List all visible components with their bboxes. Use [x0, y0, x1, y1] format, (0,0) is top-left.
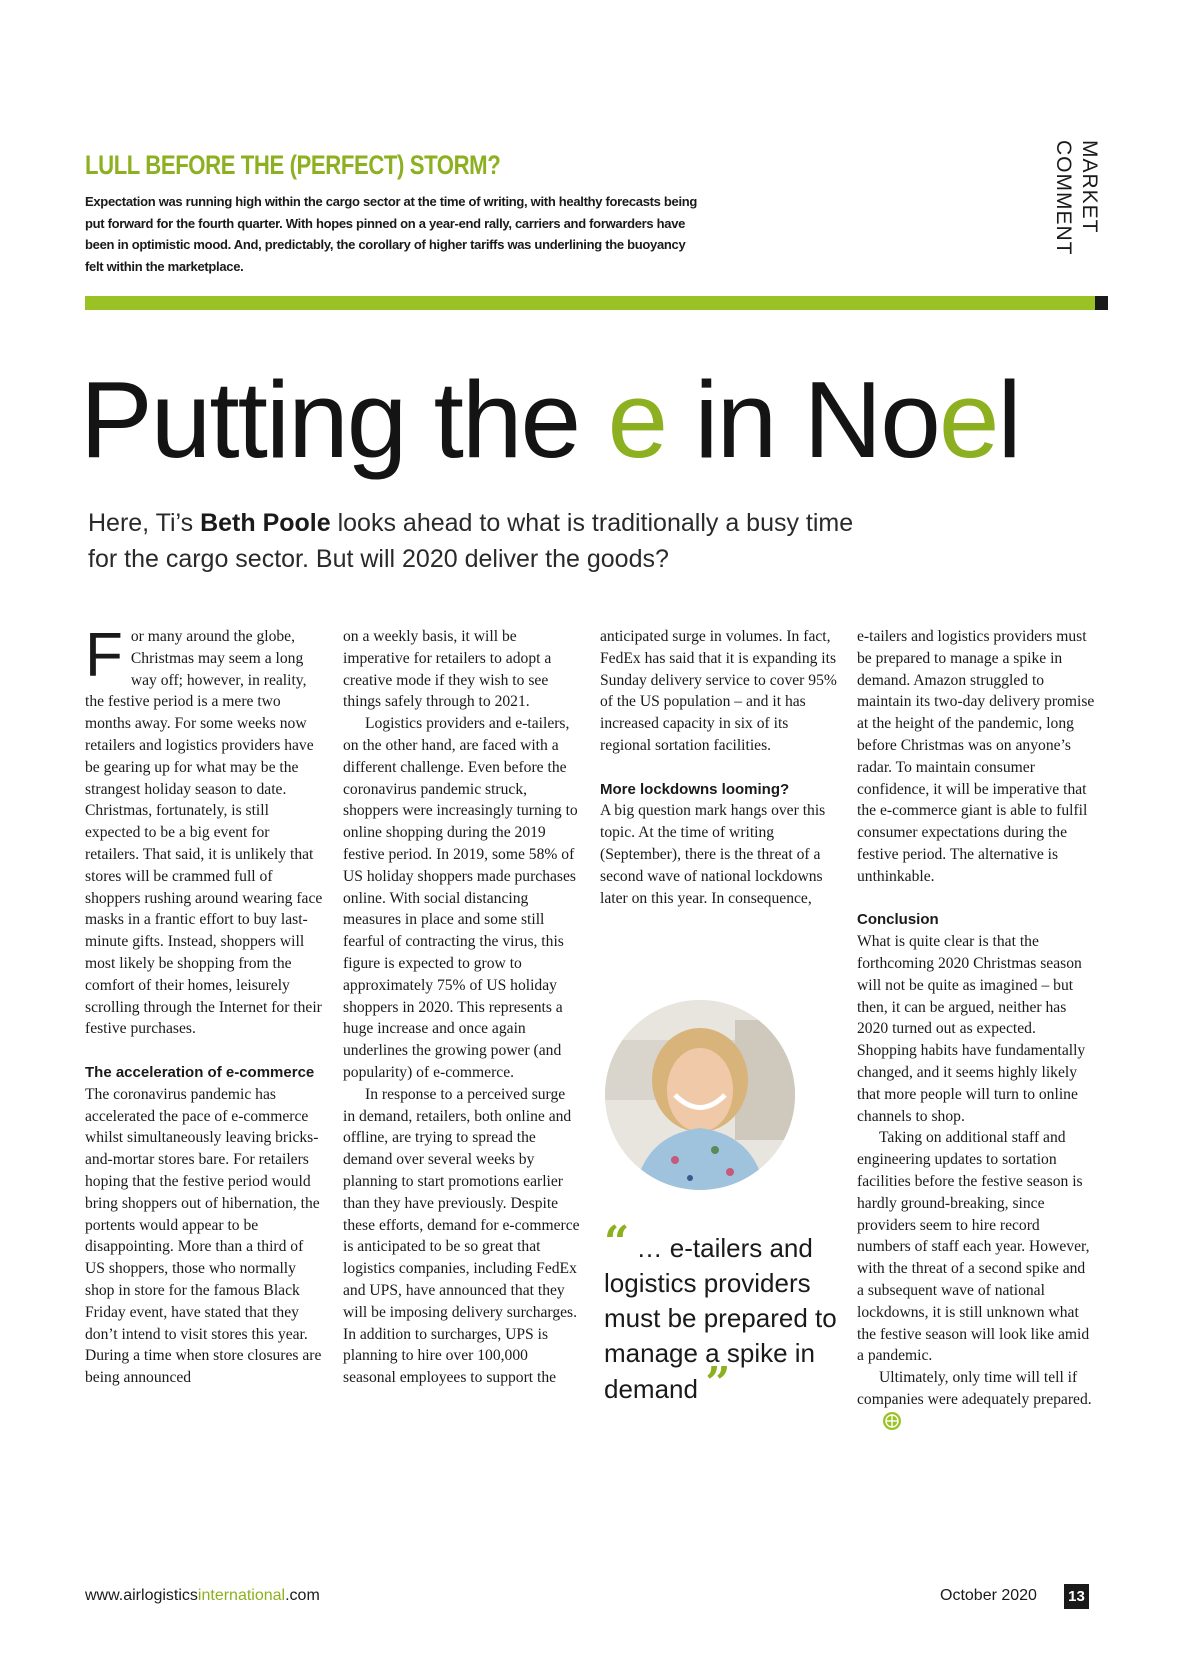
body-column-1: [85, 621, 323, 1389]
headline-part2: in No: [666, 359, 939, 481]
author-portrait: [605, 1000, 795, 1190]
headline-accent2: e: [938, 359, 998, 481]
body-paragraph: [857, 1367, 1095, 1437]
body-paragraph: on a weekly basis, it will be imperative for retailers to adopt a creative mode if they wish to see things safely through to 2021.: [343, 628, 552, 711]
body-paragraph: What is quite clear is that the forthcoming 2020 Christmas season will not be quite as imagined – but then, it can be argued, neither has 2020 turned out as expected. Shopping habits have fundamentally changed, and it seems highly likely that more people will turn to online channels to shop.: [857, 933, 1086, 1125]
body-paragraph: In response to a perceived surge in demand, retailers, both online and offline, are trying to spread the demand over several weeks by planning to start promotions earlier than they have previously. Despite these efforts, demand for e-commerce is anticipated to be so great that logistics companies, including FedEx and UPS, have announced that they will be imposing delivery surcharges. In addition to surcharges, UPS is planning to hire over 100,000 seasonal employees to support the: [343, 1085, 580, 1387]
standfirst: Expectation was running high within the cargo sector at the time of writing, with healthy forecasts being put forward for the fourth quarter. With hopes pinned on a year-end rally, carriers and forwarders have been in optimistic mood. And, predictably, the corollary of higher tariffs was underlining the buoyancy felt within the marketplace.: [85, 194, 698, 274]
body-paragraph: The coronavirus pandemic has accelerated the pace of e-commerce whilst simultaneously leaving bricks-and-mortar stores bare. For retailers hoping that the festive period would bring shoppers out of hibernation, the portents would appear to be disappointing. More than a third of US shoppers, those who normally shop in store for the famous Black Friday event, have stated that they don’t intend to visit stores this year. During a time when store closures are being announced: [85, 1085, 322, 1387]
subhead-acceleration: The acceleration of e-commerce: [85, 1063, 315, 1081]
pull-quote: [604, 1217, 844, 1409]
author-name: Beth Poole: [200, 509, 331, 537]
subhead-lockdowns: More lockdowns looming?: [600, 780, 790, 798]
body-paragraph: e-tailers and logistics providers must be prepared to manage a spike in demand. Amazon struggled to maintain its two-day delivery promise at the height of the pandemic, long before Christmas was on anyone’s radar. To maintain consumer confidence, it will be imperative that the e-commerce giant is able to fulfil consumer expectations during the festive period. The alternative is unthinkable.: [857, 628, 1095, 885]
body-paragraph: A big question mark hangs over this topic. At the time of writing (September), there is the threat of a second wave of national lockdowns later on this year. In consequence,: [600, 802, 826, 907]
body-paragraph: anticipated surge in volumes. In fact, FedEx has said that it is expanding its Sunday delivery service to cover 95% of the US population – and it has increased capacity in six of its regional sortation facilities.: [600, 628, 837, 754]
headline-part3: l: [997, 359, 1020, 481]
headline: [80, 355, 1020, 485]
end-of-article-icon: [860, 1411, 902, 1438]
page-number: 13: [1064, 1584, 1089, 1609]
body-paragraph: Logistics providers and e-tailers, on the other hand, are faced with a different challenge. Even before the coronavirus pandemic struck, shoppers were increasingly turning to online shopping during the 2019 festive period. In 2019, some 58% of US holiday shoppers made purchases online. With social distancing measures in place and some still fearful of contracting the virus, this figure is expected to grow to approximately 75% of US holiday shoppers in 2020. This represents a huge increase and once again underlines the growing power (and popularity) of e-commerce.: [343, 715, 578, 1081]
deck-after: looks ahead to what is traditionally a busy time for the cargo sector. But will 2020 deliver the goods?: [88, 509, 854, 573]
headline-accent1: e: [607, 359, 667, 481]
footer-date: October 2020: [940, 1587, 1037, 1604]
body-column-4: [857, 626, 1095, 1437]
body-column-2: [343, 626, 581, 1389]
body-text: or many around the globe, Christmas may seem a long way off; however, in reality, the festive period is a mere two months away. For some weeks now retailers and logistics providers have be gearing up for what may be the strangest holiday season to date. Christmas, fortunately, is still expected to be a big event for retailers. That said, it is unlikely that stores will be crammed full of shoppers rushing around wearing face masks in a frantic effort to buy last-minute gifts. Instead, shoppers will most likely be shopping from the comfort of their homes, leisurely scrolling through the Internet for their festive purchases.: [85, 628, 323, 1038]
kicker: LULL BEFORE THE (PERFECT) STORM?: [85, 150, 501, 180]
section-rule-end: [1095, 296, 1108, 310]
footer-url-start: www.airlogistics: [85, 1587, 198, 1604]
open-quote-mark: “: [604, 1217, 630, 1268]
section-rule: [85, 296, 1095, 310]
footer-url-end: .com: [285, 1587, 320, 1604]
body-paragraph: [85, 621, 323, 1040]
closing-text: Ultimately, only time will tell if companies were adequately prepared.: [857, 1369, 1092, 1408]
deck-before: Here, Ti’s: [88, 509, 201, 537]
deck: [88, 505, 888, 577]
footer-url[interactable]: [85, 1587, 320, 1605]
pull-quote-text: … e-tailers and logistics providers must be prepared to manage a spike in demand: [604, 1233, 837, 1404]
subhead-conclusion: Conclusion: [857, 911, 939, 929]
footer-url-light: international: [197, 1587, 286, 1604]
body-column-3: [600, 626, 838, 909]
close-quote-mark: ”: [705, 1358, 731, 1409]
drop-cap: F: [85, 621, 123, 690]
section-tag: MARKET COMMENT: [1052, 140, 1101, 256]
body-paragraph: Taking on additional staff and engineering updates to sortation facilities before the festive season is hardly ground-breaking, since providers seem to hire record numbers of staff each year. However, with the threat of a second spike and a subsequent wave of national lockdowns, it is still unknown what the festive season will look like amid a pandemic.: [857, 1129, 1090, 1365]
headline-part1: Putting the: [80, 359, 608, 481]
